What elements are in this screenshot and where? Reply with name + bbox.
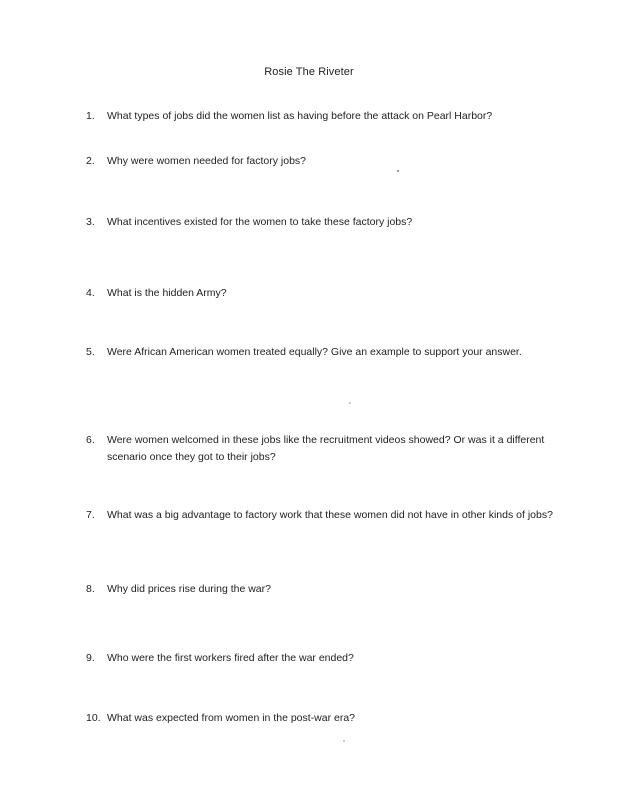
question-text: What was expected from women in the post-war era? xyxy=(107,712,356,724)
question-2 xyxy=(86,153,556,170)
question-number: 4. xyxy=(86,287,95,299)
question-number: 2. xyxy=(86,155,95,167)
scan-speck xyxy=(349,402,351,404)
question-number: 3. xyxy=(86,216,95,228)
question-1 xyxy=(86,108,556,125)
question-number: 9. xyxy=(86,652,95,664)
scan-speck xyxy=(397,170,399,172)
question-number: 7. xyxy=(86,509,95,521)
question-text: Who were the first workers fired after the war ended? xyxy=(107,652,354,664)
question-number: 6. xyxy=(86,434,95,446)
question-5 xyxy=(86,344,556,361)
question-number: 8. xyxy=(86,583,95,595)
scan-speck xyxy=(343,740,345,742)
question-text: What types of jobs did the women list as having before the attack on Pearl Harbor? xyxy=(107,110,493,122)
question-text: What was a big advantage to factory work that these women did not have in other kinds of jobs? xyxy=(107,509,553,521)
page-title: Rosie The Riveter xyxy=(264,66,354,78)
question-9 xyxy=(86,650,556,667)
question-text: Were African American women treated equally? Give an example to support your answer. xyxy=(107,346,522,358)
question-number: 1. xyxy=(86,110,95,122)
question-text: Were women welcomed in these jobs like the recruitment videos showed? Or was it a different scenario once they got to their jobs? xyxy=(107,434,545,463)
question-text: What incentives existed for the women to take these factory jobs? xyxy=(107,216,413,228)
question-3 xyxy=(86,214,556,231)
question-text: Why were women needed for factory jobs? xyxy=(107,155,307,167)
question-10 xyxy=(86,710,556,727)
question-text: Why did prices rise during the war? xyxy=(107,583,271,595)
question-8 xyxy=(86,581,556,598)
question-text: What is the hidden Army? xyxy=(107,287,227,299)
question-number: 5. xyxy=(86,346,95,358)
question-4 xyxy=(86,285,556,302)
question-6 xyxy=(86,432,556,466)
question-7 xyxy=(86,507,556,524)
question-number: 10. xyxy=(86,712,101,724)
